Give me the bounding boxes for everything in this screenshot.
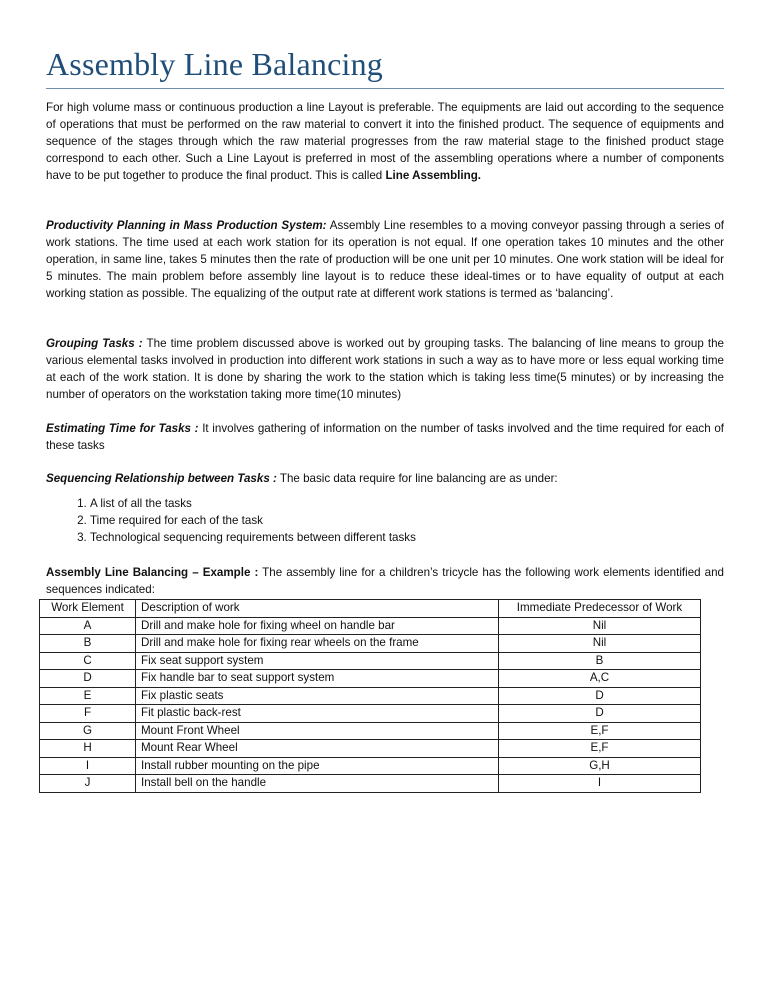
cell-element: C — [40, 652, 136, 670]
table-row — [40, 775, 701, 793]
example-heading: Assembly Line Balancing – Example : — [46, 566, 259, 579]
list-item: 3. Technological sequencing requirements between different tasks — [90, 530, 416, 547]
cell-description: Fit plastic back-rest — [136, 705, 499, 723]
cell-description: Fix seat support system — [136, 652, 499, 670]
cell-predecessor: G,H — [499, 757, 701, 775]
table-header-row — [40, 600, 701, 618]
intro-bold-term: Line Assembling. — [385, 168, 482, 182]
productivity-heading: Productivity Planning in Mass Production System: — [46, 219, 327, 232]
cell-element: D — [40, 670, 136, 688]
cell-predecessor: E,F — [499, 722, 701, 740]
list-item: 1. A list of all the tasks — [90, 496, 416, 513]
cell-description: Fix handle bar to seat support system — [136, 670, 499, 688]
estimating-heading: Estimating Time for Tasks : — [46, 422, 199, 435]
cell-element: E — [40, 687, 136, 705]
intro-text: For high volume mass or continuous production a line Layout is preferable. The equipments are laid out according to the sequence of operations that must be performed on the raw material to convert it into the finished product. The sequence of equipments and sequence of the stages through which the raw material progresses from the raw material stage to the finished product stage correspond to each other. Such a Line Layout is preferred in most of the assembling operations where a number of components have to be put together to produce the final product. This is called — [46, 101, 724, 182]
grouping-paragraph — [46, 336, 724, 404]
sequencing-heading: Sequencing Relationship between Tasks : — [46, 472, 277, 485]
table-row — [40, 617, 701, 635]
page-title: Assembly Line Balancing — [46, 46, 383, 82]
work-elements-table — [39, 599, 701, 793]
table-row — [40, 740, 701, 758]
cell-predecessor: A,C — [499, 670, 701, 688]
cell-element: H — [40, 740, 136, 758]
cell-element: G — [40, 722, 136, 740]
table-row — [40, 652, 701, 670]
estimating-paragraph — [46, 421, 724, 455]
grouping-heading: Grouping Tasks : — [46, 337, 143, 350]
grouping-text: The time problem discussed above is worked out by grouping tasks. The balancing of line means to group the various elemental tasks involved in production into different work stations in such a way as to have more or less equal working time at each of the work station. It is done by sharing the work to the station which is taking less time(5 minutes) or by increasing the number of operators on the workstation taking more time(10 minutes) — [46, 337, 724, 401]
productivity-text: Assembly Line resembles to a moving conveyor passing through a series of work stations. The time used at each work station for its operation is not equal. If one operation takes 10 minutes and the other operation, in same line, takes 5 minutes then the rate of production will be one unit per 10 minutes. One work station will be ideal for 5 minutes. The main problem before assembly line layout is to reduce these ideal-times or to have equality of output at each working station as possible. The equalizing of the output rate at different work stations is termed as ‘balancing’. — [46, 219, 724, 300]
table-row — [40, 705, 701, 723]
requirements-list — [46, 496, 416, 547]
cell-element: A — [40, 617, 136, 635]
example-paragraph — [46, 565, 724, 599]
header-predecessor: Immediate Predecessor of Work — [499, 600, 701, 618]
cell-element: B — [40, 635, 136, 653]
cell-description: Drill and make hole for fixing rear wheels on the frame — [136, 635, 499, 653]
table-row — [40, 722, 701, 740]
cell-predecessor: E,F — [499, 740, 701, 758]
header-description: Description of work — [136, 600, 499, 618]
table-row — [40, 635, 701, 653]
cell-description: Fix plastic seats — [136, 687, 499, 705]
cell-predecessor: Nil — [499, 635, 701, 653]
list-item: 2. Time required for each of the task — [90, 513, 416, 530]
table-row — [40, 670, 701, 688]
cell-predecessor: Nil — [499, 617, 701, 635]
cell-predecessor: I — [499, 775, 701, 793]
example-text: The assembly line for a children’s tricycle has the following work elements identified and sequences indicated: — [46, 566, 724, 596]
estimating-text: It involves gathering of information on the number of tasks involved and the time required for each of these tasks — [46, 422, 724, 452]
productivity-paragraph — [46, 218, 724, 303]
cell-element: I — [40, 757, 136, 775]
cell-description: Drill and make hole for fixing wheel on handle bar — [136, 617, 499, 635]
table-row — [40, 687, 701, 705]
cell-element: J — [40, 775, 136, 793]
cell-description: Mount Front Wheel — [136, 722, 499, 740]
cell-predecessor: D — [499, 705, 701, 723]
cell-predecessor: B — [499, 652, 701, 670]
header-work-element: Work Element — [40, 600, 136, 618]
cell-element: F — [40, 705, 136, 723]
sequencing-paragraph — [46, 471, 724, 488]
cell-description: Install bell on the handle — [136, 775, 499, 793]
cell-description: Mount Rear Wheel — [136, 740, 499, 758]
title-underline — [46, 88, 724, 89]
cell-predecessor: D — [499, 687, 701, 705]
intro-paragraph — [46, 100, 724, 185]
cell-description: Install rubber mounting on the pipe — [136, 757, 499, 775]
sequencing-text: The basic data require for line balancing are as under: — [276, 472, 558, 485]
table-row — [40, 757, 701, 775]
